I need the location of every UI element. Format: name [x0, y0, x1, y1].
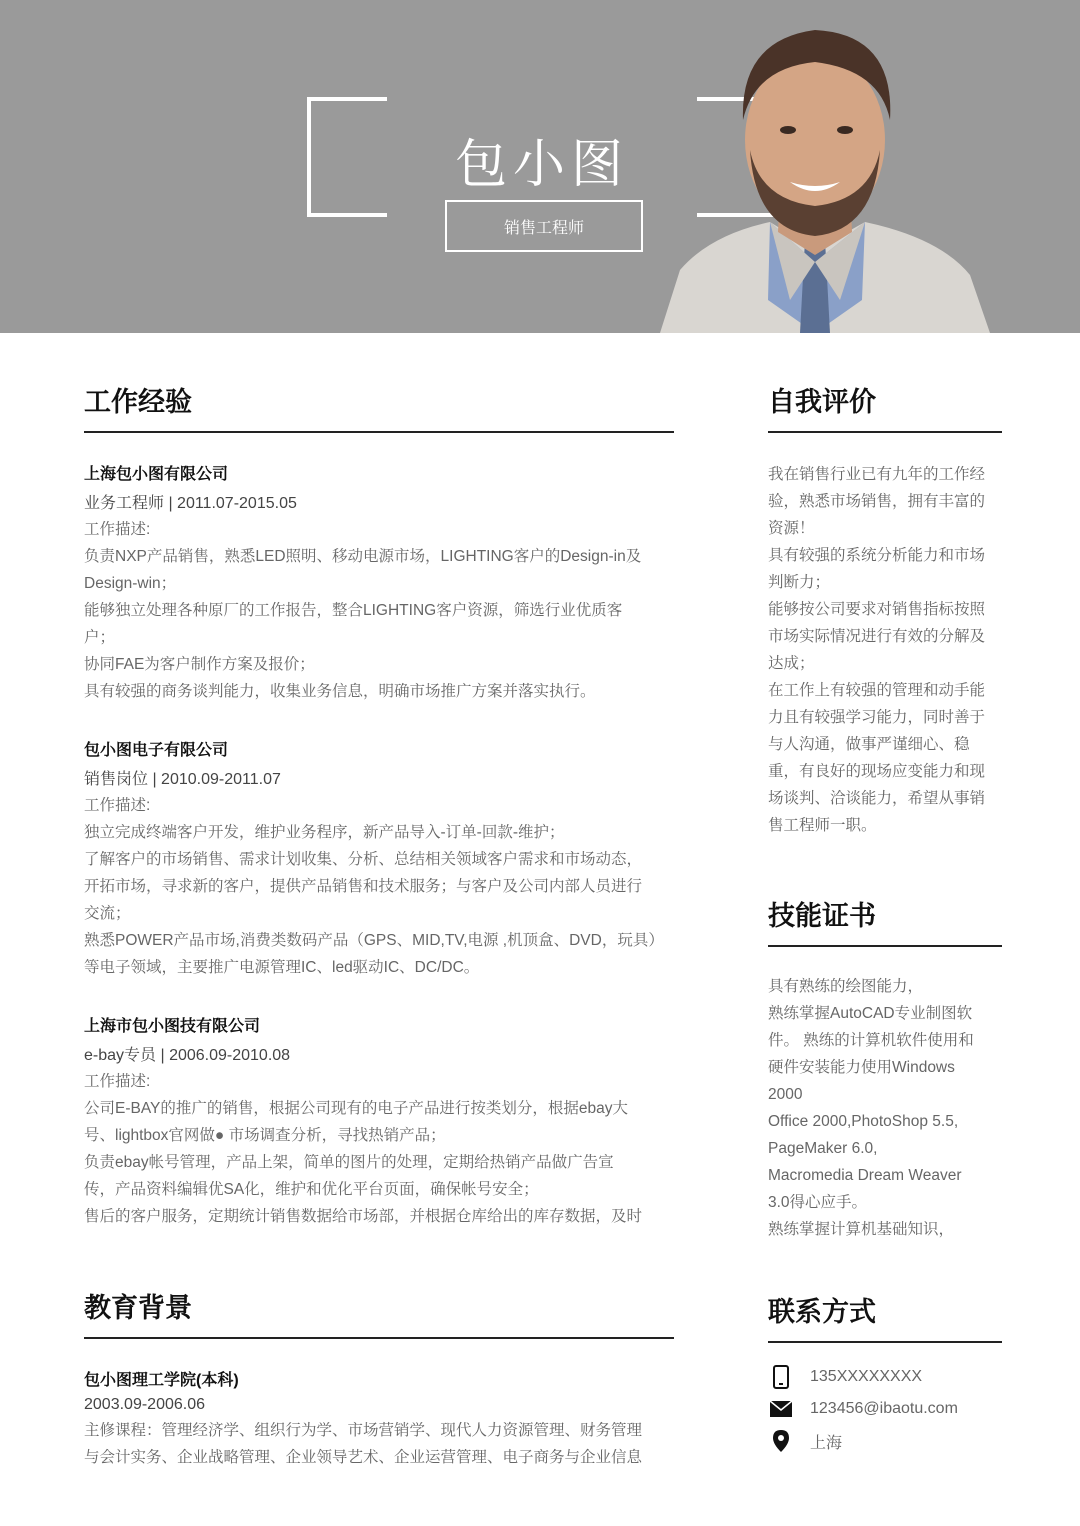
contact-phone: 135XXXXXXXX — [810, 1368, 923, 1385]
job-desc-line: 交流； — [84, 905, 131, 922]
contact-phone-row — [768, 1361, 1002, 1393]
job-entry — [84, 461, 674, 705]
job-desc-line: 户； — [84, 629, 116, 646]
job-desc-line: Design-win； — [84, 575, 177, 592]
job-desc-line: 具有较强的商务谈判能力，收集业务信息，明确市场推广方案并落实执行。 — [84, 683, 596, 700]
job-desc-line: 售后的客户服务，定期统计销售数据给市场部，并根据仓库给出的库存数据，及时 — [84, 1208, 643, 1225]
header-banner — [0, 0, 1080, 333]
location-icon — [768, 1429, 794, 1453]
job-desc-line: 负责ebay帐号管理，产品上架，简单的图片的处理，定期给热销产品做广告宣 — [84, 1154, 614, 1171]
skill-line: Office 2000,PhotoShop 5.5, — [768, 1113, 959, 1130]
job-role-box — [445, 200, 643, 252]
self-eval-line: 场谈判、洽谈能力，希望从事销 — [768, 790, 986, 807]
job-desc-line: 能够独立处理各种原厂的工作报告，整合LIGHTING客户资源，筛选行业优质客 — [84, 602, 623, 619]
self-eval-line: 售工程师一职。 — [768, 817, 877, 834]
job-desc-line: 号、lightbox官网做● 市场调查分析，寻找热销产品； — [84, 1127, 446, 1144]
education-section — [84, 1286, 674, 1471]
job-entry — [84, 737, 674, 981]
job-desc-line: 熟悉POWER产品市场,消费类数码产品（GPS、MID,TV,电源 ,机顶盒、DVD，玩具） — [84, 932, 664, 949]
bracket-left-decoration — [307, 97, 387, 217]
contact-location-row — [768, 1425, 1002, 1457]
job-company: 上海市包小图技有限公司 — [84, 1018, 261, 1035]
self-evaluation-title: 自我评价 — [768, 380, 1002, 433]
job-company: 上海包小图有限公司 — [84, 466, 229, 483]
job-desc-label: 工作描述: — [84, 521, 151, 538]
profile-photo — [640, 0, 1000, 333]
self-eval-line: 与人沟通，做事严谨细心、稳 — [768, 736, 970, 753]
education-line: 主修课程：管理经济学、组织行为学、市场营销学、现代人力资源管理、财务管理 — [84, 1422, 643, 1439]
contact-title: 联系方式 — [768, 1290, 1002, 1343]
self-eval-line: 具有较强的系统分析能力和市场 — [768, 547, 986, 564]
self-eval-line: 达成； — [768, 655, 815, 672]
skill-line: 具有熟练的绘图能力， — [768, 978, 924, 995]
self-eval-line: 资源！ — [768, 520, 815, 537]
skills-section — [768, 894, 1002, 1243]
self-evaluation-text — [768, 461, 1002, 839]
work-experience-section — [84, 380, 674, 1230]
skills-title: 技能证书 — [768, 894, 1002, 947]
self-eval-line: 我在销售行业已有九年的工作经 — [768, 466, 986, 483]
work-experience-title: 工作经验 — [84, 380, 674, 433]
skill-line: 2000 — [768, 1086, 803, 1103]
job-desc-line: 负责NXP产品销售，熟悉LED照明、移动电源市场，LIGHTING客户的Design-in及 — [84, 548, 642, 565]
self-eval-line: 验，熟悉市场销售，拥有丰富的 — [768, 493, 986, 510]
contact-email-row — [768, 1393, 1002, 1425]
self-eval-line: 力且有较强学习能力，同时善于 — [768, 709, 986, 726]
skill-line: 件。 熟练的计算机软件使用和 — [768, 1032, 974, 1049]
job-desc-line: 了解客户的市场销售、需求计划收集、分析、总结相关领域客户需求和市场动态， — [84, 851, 643, 868]
education-line: 与会计实务、企业战略管理、企业领导艺术、企业运营管理、电子商务与企业信息 — [84, 1449, 643, 1466]
contact-email: 123456@ibaotu.com — [810, 1400, 958, 1417]
self-eval-line: 判断力； — [768, 574, 831, 591]
phone-icon — [768, 1365, 794, 1389]
job-desc-line: 传，产品资料编辑优SA化，维护和优化平台页面，确保帐号安全； — [84, 1181, 539, 1198]
contact-location: 上海 — [810, 1434, 843, 1452]
self-evaluation-section — [768, 380, 1002, 839]
self-eval-line: 在工作上有较强的管理和动手能 — [768, 682, 986, 699]
skill-line: 3.0得心应手。 — [768, 1194, 868, 1211]
job-entry — [84, 1013, 674, 1230]
job-desc-line: 开拓市场，寻求新的客户，提供产品销售和技术服务；与客户及公司内部人员进行 — [84, 878, 643, 895]
job-meta: 销售岗位 | 2010.09-2011.07 — [84, 771, 281, 788]
self-eval-line: 重，有良好的现场应变能力和现 — [768, 763, 986, 780]
job-desc-line: 独立完成终端客户开发，维护业务程序，新产品导入-订单-回款-维护； — [84, 824, 565, 841]
job-meta: 业务工程师 | 2011.07-2015.05 — [84, 495, 297, 512]
candidate-name: 包小图 — [454, 135, 629, 195]
education-title: 教育背景 — [84, 1286, 674, 1339]
education-period: 2003.09-2006.06 — [84, 1396, 205, 1413]
mail-icon — [768, 1397, 794, 1421]
job-company: 包小图电子有限公司 — [84, 742, 229, 759]
contact-section — [768, 1290, 1002, 1457]
self-eval-line: 市场实际情况进行有效的分解及 — [768, 628, 986, 645]
job-desc-line: 公司E-BAY的推广的销售，根据公司现有的电子产品进行按类划分，根据ebay大 — [84, 1100, 628, 1117]
skill-line: Macromedia Dream Weaver — [768, 1167, 962, 1184]
job-desc-line: 等电子领域，主要推广电源管理IC、led驱动IC、DC/DC。 — [84, 959, 480, 976]
skill-line: PageMaker 6.0, — [768, 1140, 878, 1157]
skill-line: 硬件安装能力使用Windows — [768, 1059, 955, 1076]
skills-text — [768, 973, 1002, 1243]
skill-line: 熟练掌握计算机基础知识， — [768, 1221, 955, 1238]
self-eval-line: 能够按公司要求对销售指标按照 — [768, 601, 986, 618]
job-desc-label: 工作描述: — [84, 797, 151, 814]
job-desc-line: 协同FAE为客户制作方案及报价； — [84, 656, 315, 673]
job-desc-label: 工作描述: — [84, 1073, 151, 1090]
job-role: 销售工程师 — [503, 219, 584, 237]
job-meta: e-bay专员 | 2006.09-2010.08 — [84, 1047, 291, 1064]
school-name: 包小图理工学院(本科) — [84, 1372, 239, 1389]
skill-line: 熟练掌握AutoCAD专业制图软 — [768, 1005, 973, 1022]
